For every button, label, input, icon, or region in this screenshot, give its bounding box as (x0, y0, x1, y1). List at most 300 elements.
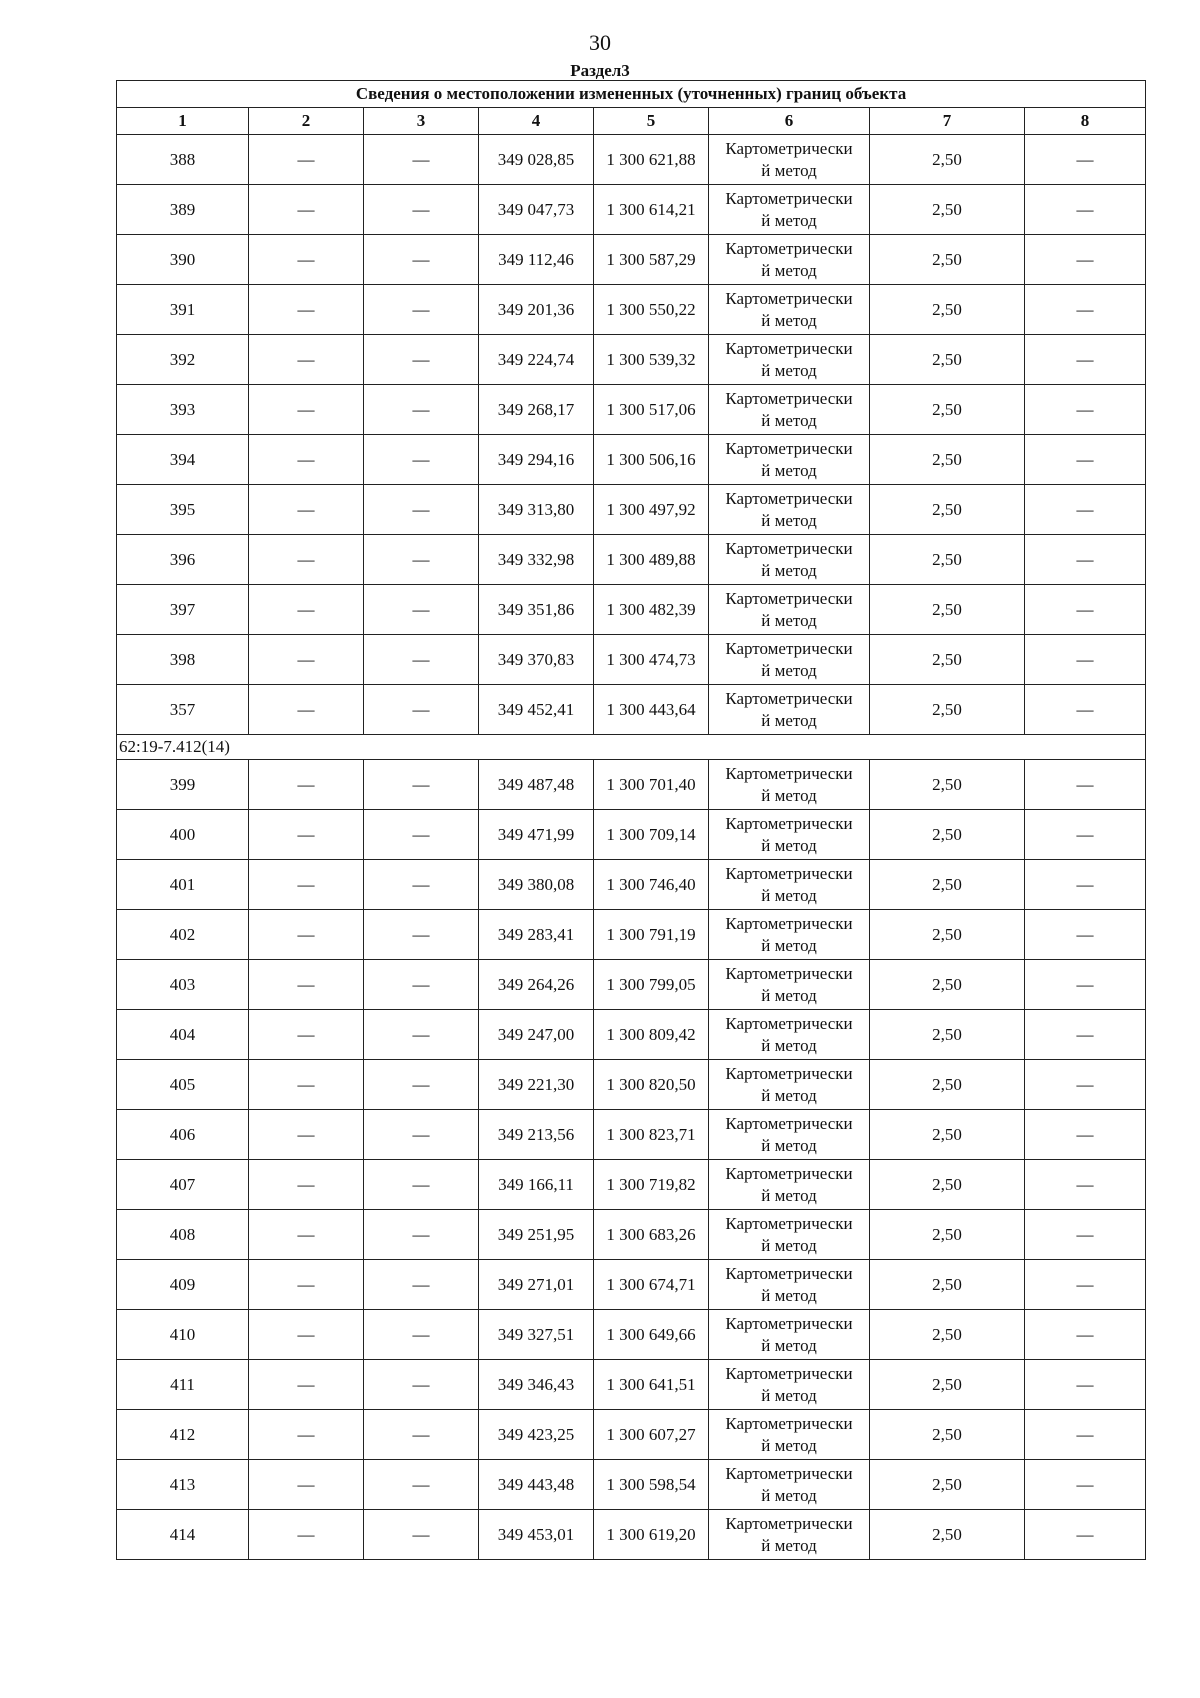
method-text-line-1: Картометрически (725, 1263, 853, 1283)
x-coordinate-cell: 349 028,85 (479, 135, 594, 185)
method-text-line-1: Картометрически (725, 1013, 853, 1033)
column-8-cell: — (1025, 635, 1146, 685)
x-coordinate-cell: 349 471,99 (479, 810, 594, 860)
method-text-line-2: й метод (761, 785, 817, 805)
column-2-cell: — (249, 385, 364, 435)
point-number-cell: 410 (117, 1310, 249, 1360)
y-coordinate-cell: 1 300 497,92 (594, 485, 709, 535)
column-3-cell: — (364, 185, 479, 235)
method-text-line-2: й метод (761, 560, 817, 580)
point-number-cell: 405 (117, 1060, 249, 1110)
y-coordinate-cell: 1 300 719,82 (594, 1160, 709, 1210)
column-2-cell: — (249, 485, 364, 535)
column-header: 3 (364, 108, 479, 135)
column-8-cell: — (1025, 760, 1146, 810)
table-caption-row (117, 81, 1146, 108)
table-row (117, 235, 1146, 285)
column-8-cell: — (1025, 1160, 1146, 1210)
table-row (117, 135, 1146, 185)
column-header: 8 (1025, 108, 1146, 135)
method-text-line-2: й метод (761, 1135, 817, 1155)
x-coordinate-cell: 349 443,48 (479, 1460, 594, 1510)
method-text-line-1: Картометрически (725, 238, 853, 258)
y-coordinate-cell: 1 300 709,14 (594, 810, 709, 860)
column-2-cell: — (249, 1460, 364, 1510)
column-2-cell: — (249, 435, 364, 485)
method-cell (709, 1510, 870, 1560)
point-number-cell: 394 (117, 435, 249, 485)
point-number-cell: 408 (117, 1210, 249, 1260)
method-text-line-1: Картометрически (725, 588, 853, 608)
y-coordinate-cell: 1 300 799,05 (594, 960, 709, 1010)
table-body (117, 135, 1146, 1560)
x-coordinate-cell: 349 251,95 (479, 1210, 594, 1260)
accuracy-cell: 2,50 (870, 1310, 1025, 1360)
point-number-cell: 401 (117, 860, 249, 910)
table-row (117, 1460, 1146, 1510)
table-header-row (117, 108, 1146, 135)
column-3-cell: — (364, 810, 479, 860)
table-row (117, 635, 1146, 685)
column-2-cell: — (249, 910, 364, 960)
method-text-line-2: й метод (761, 210, 817, 230)
x-coordinate-cell: 349 264,26 (479, 960, 594, 1010)
section-title: Раздел3 (570, 61, 630, 80)
method-cell (709, 1210, 870, 1260)
column-3-cell: — (364, 760, 479, 810)
method-cell (709, 760, 870, 810)
point-number-cell: 397 (117, 585, 249, 635)
point-number-cell: 398 (117, 635, 249, 685)
point-number-cell: 414 (117, 1510, 249, 1560)
column-header: 4 (479, 108, 594, 135)
column-2-cell: — (249, 1310, 364, 1360)
point-number-cell: 357 (117, 685, 249, 735)
column-2-cell: — (249, 1160, 364, 1210)
accuracy-cell: 2,50 (870, 1360, 1025, 1410)
point-number-cell: 390 (117, 235, 249, 285)
group-label: 62:19-7.412(14) (117, 735, 1146, 760)
point-number-cell: 412 (117, 1410, 249, 1460)
table-row (117, 1260, 1146, 1310)
column-3-cell: — (364, 485, 479, 535)
column-header: 7 (870, 108, 1025, 135)
method-cell (709, 810, 870, 860)
method-cell (709, 1010, 870, 1060)
table-row (117, 810, 1146, 860)
column-8-cell: — (1025, 1260, 1146, 1310)
x-coordinate-cell: 349 327,51 (479, 1310, 594, 1360)
method-text-line-1: Картометрически (725, 488, 853, 508)
column-3-cell: — (364, 535, 479, 585)
method-cell (709, 335, 870, 385)
accuracy-cell: 2,50 (870, 1210, 1025, 1260)
method-text-line-2: й метод (761, 985, 817, 1005)
method-cell (709, 910, 870, 960)
method-cell (709, 1060, 870, 1110)
accuracy-cell: 2,50 (870, 185, 1025, 235)
column-3-cell: — (364, 435, 479, 485)
accuracy-cell: 2,50 (870, 1510, 1025, 1560)
table-row (117, 1060, 1146, 1110)
point-number-cell: 409 (117, 1260, 249, 1310)
method-cell (709, 1310, 870, 1360)
column-3-cell: — (364, 1510, 479, 1560)
method-text-line-2: й метод (761, 510, 817, 530)
method-text-line-1: Картометрически (725, 913, 853, 933)
method-cell (709, 535, 870, 585)
x-coordinate-cell: 349 380,08 (479, 860, 594, 910)
method-text-line-1: Картометрически (725, 1413, 853, 1433)
column-3-cell: — (364, 910, 479, 960)
column-8-cell: — (1025, 1360, 1146, 1410)
table-row (117, 685, 1146, 735)
method-text-line-2: й метод (761, 1185, 817, 1205)
column-3-cell: — (364, 1460, 479, 1510)
column-8-cell: — (1025, 585, 1146, 635)
method-text-line-1: Картометрически (725, 688, 853, 708)
method-text-line-2: й метод (761, 1035, 817, 1055)
method-cell (709, 685, 870, 735)
column-3-cell: — (364, 1210, 479, 1260)
column-8-cell: — (1025, 960, 1146, 1010)
column-3-cell: — (364, 860, 479, 910)
point-number-cell: 391 (117, 285, 249, 335)
accuracy-cell: 2,50 (870, 1160, 1025, 1210)
accuracy-cell: 2,50 (870, 435, 1025, 485)
accuracy-cell: 2,50 (870, 810, 1025, 860)
accuracy-cell: 2,50 (870, 635, 1025, 685)
x-coordinate-cell: 349 247,00 (479, 1010, 594, 1060)
table-row (117, 910, 1146, 960)
column-8-cell: — (1025, 910, 1146, 960)
accuracy-cell: 2,50 (870, 335, 1025, 385)
method-cell (709, 635, 870, 685)
column-2-cell: — (249, 235, 364, 285)
accuracy-cell: 2,50 (870, 585, 1025, 635)
column-2-cell: — (249, 1010, 364, 1060)
accuracy-cell: 2,50 (870, 1060, 1025, 1110)
table-row (117, 1510, 1146, 1560)
method-text-line-2: й метод (761, 410, 817, 430)
x-coordinate-cell: 349 201,36 (479, 285, 594, 335)
method-text-line-2: й метод (761, 460, 817, 480)
point-number-cell: 402 (117, 910, 249, 960)
method-text-line-1: Картометрически (725, 1463, 853, 1483)
y-coordinate-cell: 1 300 649,66 (594, 1310, 709, 1360)
table-row (117, 285, 1146, 335)
method-cell (709, 1360, 870, 1410)
table-row (117, 1210, 1146, 1260)
accuracy-cell: 2,50 (870, 485, 1025, 535)
column-8-cell: — (1025, 335, 1146, 385)
x-coordinate-cell: 349 423,25 (479, 1410, 594, 1460)
column-8-cell: — (1025, 535, 1146, 585)
method-text-line-1: Картометрически (725, 1063, 853, 1083)
x-coordinate-cell: 349 221,30 (479, 1060, 594, 1110)
x-coordinate-cell: 349 453,01 (479, 1510, 594, 1560)
method-cell (709, 485, 870, 535)
y-coordinate-cell: 1 300 614,21 (594, 185, 709, 235)
column-2-cell: — (249, 810, 364, 860)
accuracy-cell: 2,50 (870, 960, 1025, 1010)
point-number-cell: 406 (117, 1110, 249, 1160)
accuracy-cell: 2,50 (870, 285, 1025, 335)
method-text-line-2: й метод (761, 610, 817, 630)
point-number-cell: 389 (117, 185, 249, 235)
y-coordinate-cell: 1 300 746,40 (594, 860, 709, 910)
point-number-cell: 413 (117, 1460, 249, 1510)
accuracy-cell: 2,50 (870, 685, 1025, 735)
accuracy-cell: 2,50 (870, 1410, 1025, 1460)
method-cell (709, 860, 870, 910)
method-text-line-1: Картометрически (725, 638, 853, 658)
column-2-cell: — (249, 685, 364, 735)
column-8-cell: — (1025, 1310, 1146, 1360)
accuracy-cell: 2,50 (870, 910, 1025, 960)
y-coordinate-cell: 1 300 809,42 (594, 1010, 709, 1060)
point-number-cell: 393 (117, 385, 249, 435)
method-text-line-1: Картометрически (725, 963, 853, 983)
column-3-cell: — (364, 1260, 479, 1310)
method-cell (709, 435, 870, 485)
table-row (117, 585, 1146, 635)
method-text-line-1: Картометрически (725, 138, 853, 158)
column-header: 6 (709, 108, 870, 135)
column-8-cell: — (1025, 685, 1146, 735)
y-coordinate-cell: 1 300 701,40 (594, 760, 709, 810)
table-row (117, 960, 1146, 1010)
x-coordinate-cell: 349 047,73 (479, 185, 594, 235)
y-coordinate-cell: 1 300 621,88 (594, 135, 709, 185)
y-coordinate-cell: 1 300 550,22 (594, 285, 709, 335)
column-8-cell: — (1025, 810, 1146, 860)
table-row (117, 1360, 1146, 1410)
method-text-line-1: Картометрически (725, 763, 853, 783)
y-coordinate-cell: 1 300 619,20 (594, 1510, 709, 1560)
table-row (117, 535, 1146, 585)
method-cell (709, 285, 870, 335)
column-8-cell: — (1025, 860, 1146, 910)
column-2-cell: — (249, 585, 364, 635)
column-3-cell: — (364, 635, 479, 685)
column-8-cell: — (1025, 485, 1146, 535)
accuracy-cell: 2,50 (870, 1010, 1025, 1060)
point-number-cell: 392 (117, 335, 249, 385)
method-text-line-1: Картометрически (725, 288, 853, 308)
method-text-line-1: Картометрически (725, 863, 853, 883)
point-number-cell: 395 (117, 485, 249, 535)
column-8-cell: — (1025, 385, 1146, 435)
column-2-cell: — (249, 1110, 364, 1160)
method-text-line-2: й метод (761, 160, 817, 180)
column-3-cell: — (364, 1160, 479, 1210)
method-text-line-1: Картометрически (725, 388, 853, 408)
point-number-cell: 411 (117, 1360, 249, 1410)
column-8-cell: — (1025, 235, 1146, 285)
column-3-cell: — (364, 685, 479, 735)
x-coordinate-cell: 349 332,98 (479, 535, 594, 585)
x-coordinate-cell: 349 268,17 (479, 385, 594, 435)
method-text-line-2: й метод (761, 1435, 817, 1455)
method-text-line-2: й метод (761, 935, 817, 955)
y-coordinate-cell: 1 300 683,26 (594, 1210, 709, 1260)
accuracy-cell: 2,50 (870, 235, 1025, 285)
method-cell (709, 1260, 870, 1310)
x-coordinate-cell: 349 112,46 (479, 235, 594, 285)
y-coordinate-cell: 1 300 506,16 (594, 435, 709, 485)
column-3-cell: — (364, 1310, 479, 1360)
x-coordinate-cell: 349 452,41 (479, 685, 594, 735)
method-text-line-2: й метод (761, 710, 817, 730)
y-coordinate-cell: 1 300 489,88 (594, 535, 709, 585)
column-header: 1 (117, 108, 249, 135)
method-text-line-2: й метод (761, 1085, 817, 1105)
y-coordinate-cell: 1 300 482,39 (594, 585, 709, 635)
y-coordinate-cell: 1 300 539,32 (594, 335, 709, 385)
table-row (117, 1010, 1146, 1060)
table-row (117, 1160, 1146, 1210)
accuracy-cell: 2,50 (870, 1260, 1025, 1310)
table-row (117, 435, 1146, 485)
method-text-line-2: й метод (761, 310, 817, 330)
x-coordinate-cell: 349 346,43 (479, 1360, 594, 1410)
y-coordinate-cell: 1 300 791,19 (594, 910, 709, 960)
column-2-cell: — (249, 1260, 364, 1310)
column-2-cell: — (249, 635, 364, 685)
column-2-cell: — (249, 1510, 364, 1560)
column-2-cell: — (249, 960, 364, 1010)
group-label-row (117, 735, 1146, 760)
method-cell (709, 1110, 870, 1160)
accuracy-cell: 2,50 (870, 1460, 1025, 1510)
y-coordinate-cell: 1 300 641,51 (594, 1360, 709, 1410)
y-coordinate-cell: 1 300 674,71 (594, 1260, 709, 1310)
method-text-line-2: й метод (761, 1285, 817, 1305)
table-row (117, 185, 1146, 235)
method-cell (709, 185, 870, 235)
column-3-cell: — (364, 335, 479, 385)
column-header: 5 (594, 108, 709, 135)
boundary-table (116, 80, 1146, 1560)
method-cell (709, 385, 870, 435)
column-header: 2 (249, 108, 364, 135)
column-2-cell: — (249, 860, 364, 910)
method-text-line-1: Картометрически (725, 188, 853, 208)
y-coordinate-cell: 1 300 474,73 (594, 635, 709, 685)
table-caption: Сведения о местоположении измененных (уточненных) границ объекта (117, 81, 1146, 108)
point-number-cell: 407 (117, 1160, 249, 1210)
column-2-cell: — (249, 285, 364, 335)
method-text-line-1: Картометрически (725, 813, 853, 833)
column-8-cell: — (1025, 1210, 1146, 1260)
method-text-line-2: й метод (761, 1385, 817, 1405)
accuracy-cell: 2,50 (870, 535, 1025, 585)
y-coordinate-cell: 1 300 823,71 (594, 1110, 709, 1160)
x-coordinate-cell: 349 313,80 (479, 485, 594, 535)
method-text-line-1: Картометрически (725, 1363, 853, 1383)
column-2-cell: — (249, 1410, 364, 1460)
y-coordinate-cell: 1 300 517,06 (594, 385, 709, 435)
x-coordinate-cell: 349 224,74 (479, 335, 594, 385)
column-3-cell: — (364, 1110, 479, 1160)
table-row (117, 1410, 1146, 1460)
column-8-cell: — (1025, 1110, 1146, 1160)
x-coordinate-cell: 349 370,83 (479, 635, 594, 685)
point-number-cell: 399 (117, 760, 249, 810)
method-cell (709, 585, 870, 635)
table-row (117, 385, 1146, 435)
column-3-cell: — (364, 285, 479, 335)
column-3-cell: — (364, 1010, 479, 1060)
x-coordinate-cell: 349 294,16 (479, 435, 594, 485)
x-coordinate-cell: 349 166,11 (479, 1160, 594, 1210)
x-coordinate-cell: 349 271,01 (479, 1260, 594, 1310)
column-3-cell: — (364, 385, 479, 435)
column-8-cell: — (1025, 285, 1146, 335)
method-text-line-1: Картометрически (725, 1213, 853, 1233)
method-text-line-1: Картометрически (725, 538, 853, 558)
method-text-line-2: й метод (761, 1535, 817, 1555)
column-3-cell: — (364, 135, 479, 185)
table-row (117, 335, 1146, 385)
accuracy-cell: 2,50 (870, 135, 1025, 185)
method-cell (709, 960, 870, 1010)
column-2-cell: — (249, 135, 364, 185)
x-coordinate-cell: 349 283,41 (479, 910, 594, 960)
table-row (117, 760, 1146, 810)
x-coordinate-cell: 349 487,48 (479, 760, 594, 810)
column-8-cell: — (1025, 1510, 1146, 1560)
accuracy-cell: 2,50 (870, 760, 1025, 810)
column-3-cell: — (364, 585, 479, 635)
column-3-cell: — (364, 1360, 479, 1410)
method-text-line-1: Картометрически (725, 338, 853, 358)
column-3-cell: — (364, 960, 479, 1010)
accuracy-cell: 2,50 (870, 385, 1025, 435)
method-text-line-2: й метод (761, 1335, 817, 1355)
column-8-cell: — (1025, 1460, 1146, 1510)
column-3-cell: — (364, 1410, 479, 1460)
column-8-cell: — (1025, 435, 1146, 485)
column-2-cell: — (249, 1060, 364, 1110)
method-cell (709, 1410, 870, 1460)
table-row (117, 485, 1146, 535)
table-row (117, 1110, 1146, 1160)
point-number-cell: 403 (117, 960, 249, 1010)
point-number-cell: 404 (117, 1010, 249, 1060)
point-number-cell: 400 (117, 810, 249, 860)
method-text-line-1: Картометрически (725, 1513, 853, 1533)
column-3-cell: — (364, 1060, 479, 1110)
y-coordinate-cell: 1 300 598,54 (594, 1460, 709, 1510)
table-row (117, 1310, 1146, 1360)
y-coordinate-cell: 1 300 607,27 (594, 1410, 709, 1460)
x-coordinate-cell: 349 351,86 (479, 585, 594, 635)
method-text-line-2: й метод (761, 835, 817, 855)
point-number-cell: 388 (117, 135, 249, 185)
x-coordinate-cell: 349 213,56 (479, 1110, 594, 1160)
method-cell (709, 135, 870, 185)
column-3-cell: — (364, 235, 479, 285)
page-number: 30 (589, 30, 611, 55)
method-text-line-2: й метод (761, 885, 817, 905)
table-row (117, 860, 1146, 910)
method-text-line-2: й метод (761, 660, 817, 680)
column-8-cell: — (1025, 1010, 1146, 1060)
method-text-line-1: Картометрически (725, 1163, 853, 1183)
method-cell (709, 235, 870, 285)
